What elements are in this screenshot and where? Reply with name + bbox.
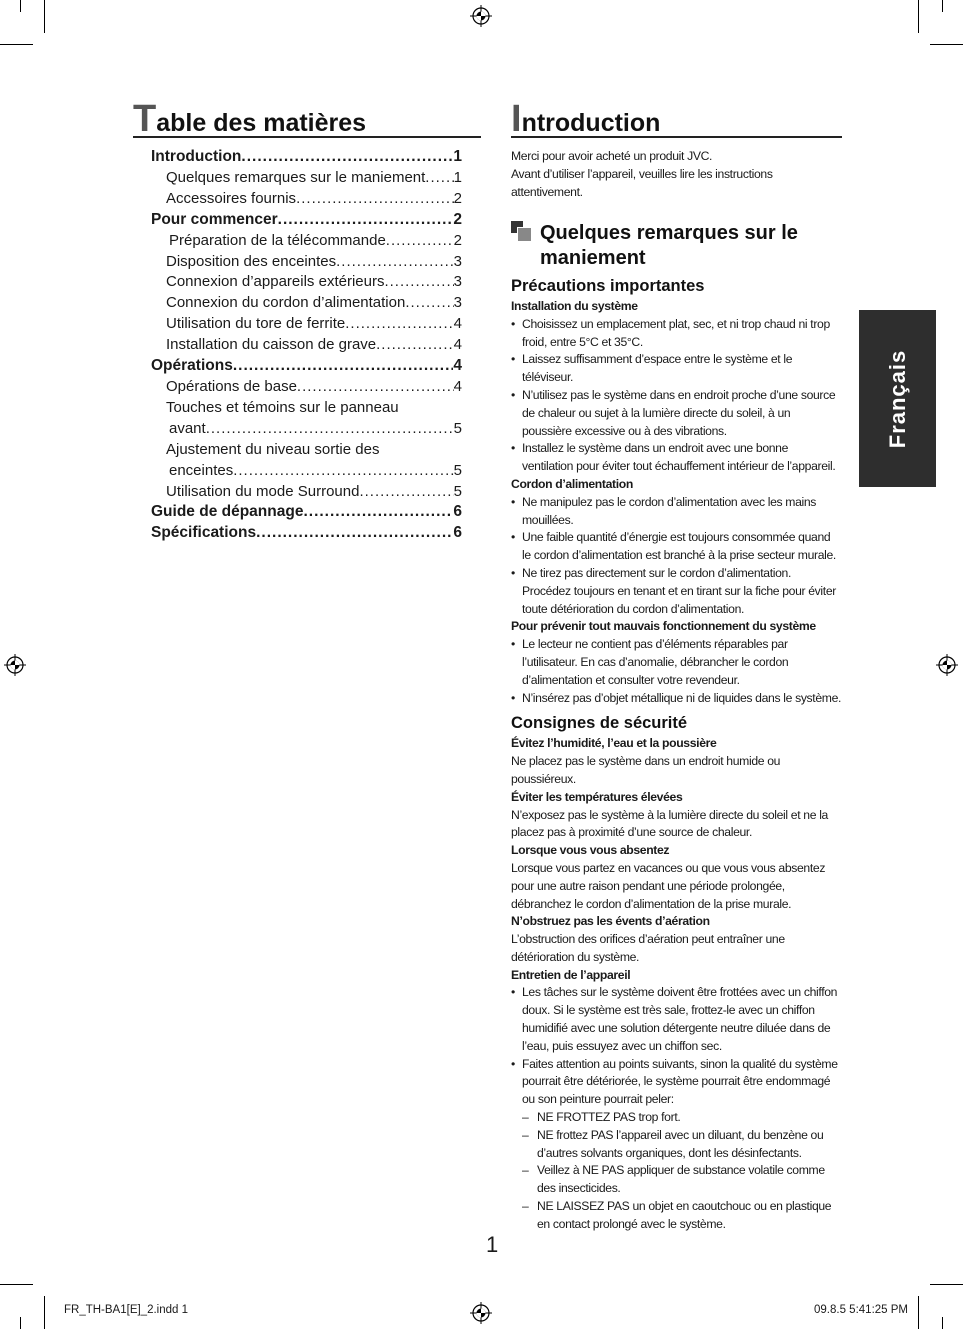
registration-mark-icon	[936, 654, 958, 676]
toc-entry-text: Guide de dépannage	[151, 503, 304, 521]
safety-heading: Consignes de sécurité	[511, 714, 688, 733]
toc-entry-page: 1	[453, 148, 462, 165]
toc-entry-page: 3	[453, 294, 462, 312]
precautions-heading: Précautions importantes	[511, 277, 705, 295]
toc-entry[interactable]	[151, 210, 462, 231]
list-item: • Le lecteur ne contient pas d’éléments réparables par l’utilisateur. En cas d’anomalie, débrancher le cordon d’alimentation et consulter votre revendeur.	[511, 636, 842, 689]
toc-entry[interactable]	[151, 314, 462, 335]
toc-entry[interactable]	[151, 482, 462, 503]
toc-heading-initial: T	[133, 98, 157, 140]
cord-heading: Cordon d’alimentation	[511, 476, 633, 491]
toc-entry-page: 2	[453, 189, 462, 207]
list-item: • Installez le système dans un endroit avec une bonne ventilation pour éviter tout échauffement intérieur de l’appareil.	[511, 440, 842, 476]
page-number: 1	[486, 1232, 499, 1257]
language-tab-label: Français	[884, 349, 910, 448]
humidity-text: Ne placez pas le système dans un endroit humide ou poussiéreux.	[511, 754, 781, 786]
maintenance-heading: Entretien de l’appareil	[511, 967, 631, 982]
intro-paragraph	[511, 148, 842, 201]
temp-text: N’exposez pas le système à la lumière directe du soleil et ne la placez pas à proximité d’une source de chaleur.	[511, 807, 828, 840]
sub-list-item: – NE frottez PAS l’appareil avec un diluant, du benzène ou d’autres solvants organiques, dont les désinfectants.	[511, 1127, 842, 1163]
footer-filename: FR_TH-BA1[E]_2.indd 1	[64, 1304, 189, 1316]
list-item: • Choisissez un emplacement plat, sec, et ni trop chaud ni trop froid, entre 5°C et 35°C.	[511, 316, 842, 352]
toc-entry-text: Utilisation du tore de ferrite	[166, 315, 346, 333]
toc-entry-text: Spécifications	[151, 524, 257, 542]
registration-mark-icon	[470, 5, 492, 27]
table-of-contents	[151, 147, 462, 544]
toc-entry-text: Touches et témoins sur le panneau	[166, 398, 399, 416]
toc-entry[interactable]	[151, 440, 462, 461]
toc-entry-page: 2	[453, 231, 462, 249]
toc-entry-page: 2	[453, 210, 462, 228]
toc-entry[interactable]	[151, 147, 462, 168]
toc-entry-text: Installation du caisson de grave	[166, 336, 377, 354]
malfunction-heading: Pour prévenir tout mauvais fonctionnement du système	[511, 619, 816, 634]
crop-mark	[20, 0, 21, 12]
list-item: • Faites attention au points suivants, sinon la qualité du système pourrait être détériorée, le système pourrait être endommagé ou son peinture pourrait peler:	[511, 1056, 842, 1109]
toc-entry[interactable]	[151, 377, 462, 398]
intro-heading-text: ntroduction	[521, 109, 661, 137]
crop-mark	[942, 1317, 943, 1329]
toc-entry[interactable]	[151, 335, 462, 356]
crop-mark	[942, 0, 943, 12]
toc-entry-text: Préparation de la télécommande	[169, 231, 386, 249]
toc-entry-text: Connexion du cordon d’alimentation	[166, 294, 406, 312]
toc-entry-text: avant	[169, 419, 206, 437]
precautions-block	[511, 276, 842, 1234]
list-item: • Ne manipulez pas le cordon d’alimentation avec les mains mouillées.	[511, 494, 842, 530]
crop-mark	[0, 44, 33, 45]
intro-heading	[511, 98, 842, 140]
toc-entry[interactable]	[151, 293, 462, 314]
section-heading: Quelques remarques sur le maniement	[540, 222, 798, 269]
crop-mark	[930, 44, 963, 45]
toc-entry-text: Opérations	[151, 357, 233, 375]
install-heading: Installation du système	[511, 299, 638, 313]
footer-timestamp: 09.8.5 5:41:25 PM	[814, 1304, 908, 1316]
toc-entry-page: 6	[453, 503, 462, 521]
vents-text: L’obstruction des orifices d’aération peut entraîner une détérioration du système.	[511, 932, 785, 964]
toc-entry-text: Accessoires fournis	[166, 189, 297, 207]
toc-entry-page: 4	[453, 377, 462, 395]
toc-entry-page: 3	[453, 273, 462, 291]
toc-entry[interactable]	[151, 461, 462, 482]
toc-entry-text: Quelques remarques sur le maniement	[166, 168, 426, 186]
crop-mark	[918, 1296, 919, 1329]
toc-entry-page: 5	[453, 419, 462, 437]
toc-entry-page: 5	[453, 482, 462, 500]
registration-mark-icon	[4, 654, 26, 676]
temp-heading: Éviter les températures élevées	[511, 789, 683, 804]
crop-mark	[44, 1296, 45, 1329]
crop-mark	[918, 0, 919, 33]
toc-entry-page: 1	[453, 168, 462, 186]
absent-heading: Lorsque vous vous absentez	[511, 843, 670, 858]
sub-list-item: – NE FROTTEZ PAS trop fort.	[511, 1109, 842, 1127]
toc-entry[interactable]	[151, 398, 462, 419]
crop-mark	[930, 1284, 963, 1285]
toc-entry[interactable]	[151, 419, 462, 440]
intro-line: Avant d’utiliser l’appareil, veuilles lire les instructions attentivement.	[511, 166, 773, 199]
toc-entry-page: 5	[453, 461, 462, 479]
toc-entry-text: Connexion d’appareils extérieurs	[166, 273, 385, 291]
toc-entry[interactable]	[151, 168, 462, 189]
toc-heading-text: able des matières	[156, 109, 367, 137]
toc-entry[interactable]	[151, 189, 462, 210]
sub-list-item: – Veillez à NE PAS appliquer de substance volatile comme des insecticides.	[511, 1162, 842, 1198]
toc-entry-page: 3	[453, 252, 462, 270]
toc-entry-text: Utilisation du mode Surround	[166, 482, 360, 500]
toc-entry-text: Disposition des enceintes	[166, 252, 337, 270]
list-item: • Ne tirez pas directement sur le cordon d’alimentation. Procédez toujours en tenant et en tirant sur la fiche pour éviter toute détérioration du cordon d’alimentation.	[511, 565, 842, 618]
list-item: • N’utilisez pas le système dans en endroit proche d’une source de chaleur ou sujet à la lumière directe du soleil, à un poussière excessive ou à des vibrations.	[511, 387, 842, 440]
intro-line: Merci pour avoir acheté un produit JVC.	[511, 149, 713, 163]
toc-entry-text: enceintes	[169, 461, 234, 479]
toc-entry-text: Pour commencer	[151, 210, 278, 228]
list-item: • N’insérez pas d’objet métallique ni de liquides dans le système.	[511, 690, 842, 708]
list-item: • Une faible quantité d’énergie est toujours consommée quand le cordon d’alimentation est branché à la prise secteur murale.	[511, 529, 842, 565]
toc-entry-text: Opérations de base	[166, 377, 297, 395]
toc-entry-page: 4	[453, 357, 462, 375]
registration-mark-icon	[470, 1302, 492, 1324]
list-item: • Les tâches sur le système doivent être frottées avec un chiffon doux. Si le système est très sale, frottez-le avec un chiffon humidifié avec une solution détergente neutre diluée dans de l’eau, puis essuyez avec un chiffon sec.	[511, 984, 842, 1055]
toc-entry[interactable]	[151, 523, 462, 544]
crop-mark	[44, 0, 45, 33]
toc-entry-text: Introduction	[151, 148, 242, 165]
sub-list-item: – NE LAISSEZ PAS un objet en caoutchouc ou en plastique en contact prolongé avec le système.	[511, 1198, 842, 1234]
toc-entry[interactable]	[151, 356, 462, 377]
toc-entry[interactable]	[151, 231, 462, 252]
toc-entry[interactable]	[151, 252, 462, 273]
humidity-heading: Évitez l’humidité, l’eau et la poussière	[511, 736, 717, 751]
vents-heading: N’obstruez pas les évents d’aération	[511, 914, 710, 929]
toc-entry-page: 6	[453, 524, 462, 542]
crop-mark	[0, 1284, 33, 1285]
toc-entry-text: Ajustement du niveau sortie des	[166, 440, 380, 458]
toc-heading	[133, 98, 481, 140]
toc-entry-page: 4	[453, 315, 462, 333]
toc-entry[interactable]	[151, 272, 462, 293]
absent-text: Lorsque vous partez en vacances ou que vous vous absentez pour une autre raison pendant une période prolongée, débranchez le cordon d’alimentation de la prise murale.	[511, 860, 826, 911]
toc-entry[interactable]	[151, 502, 462, 523]
language-tab	[859, 310, 936, 487]
toc-entry-page: 4	[453, 336, 462, 354]
intro-heading-initial: I	[511, 98, 522, 140]
list-item: • Laissez suffisamment d’espace entre le système et le téléviseur.	[511, 351, 842, 387]
crop-mark	[20, 1317, 21, 1329]
